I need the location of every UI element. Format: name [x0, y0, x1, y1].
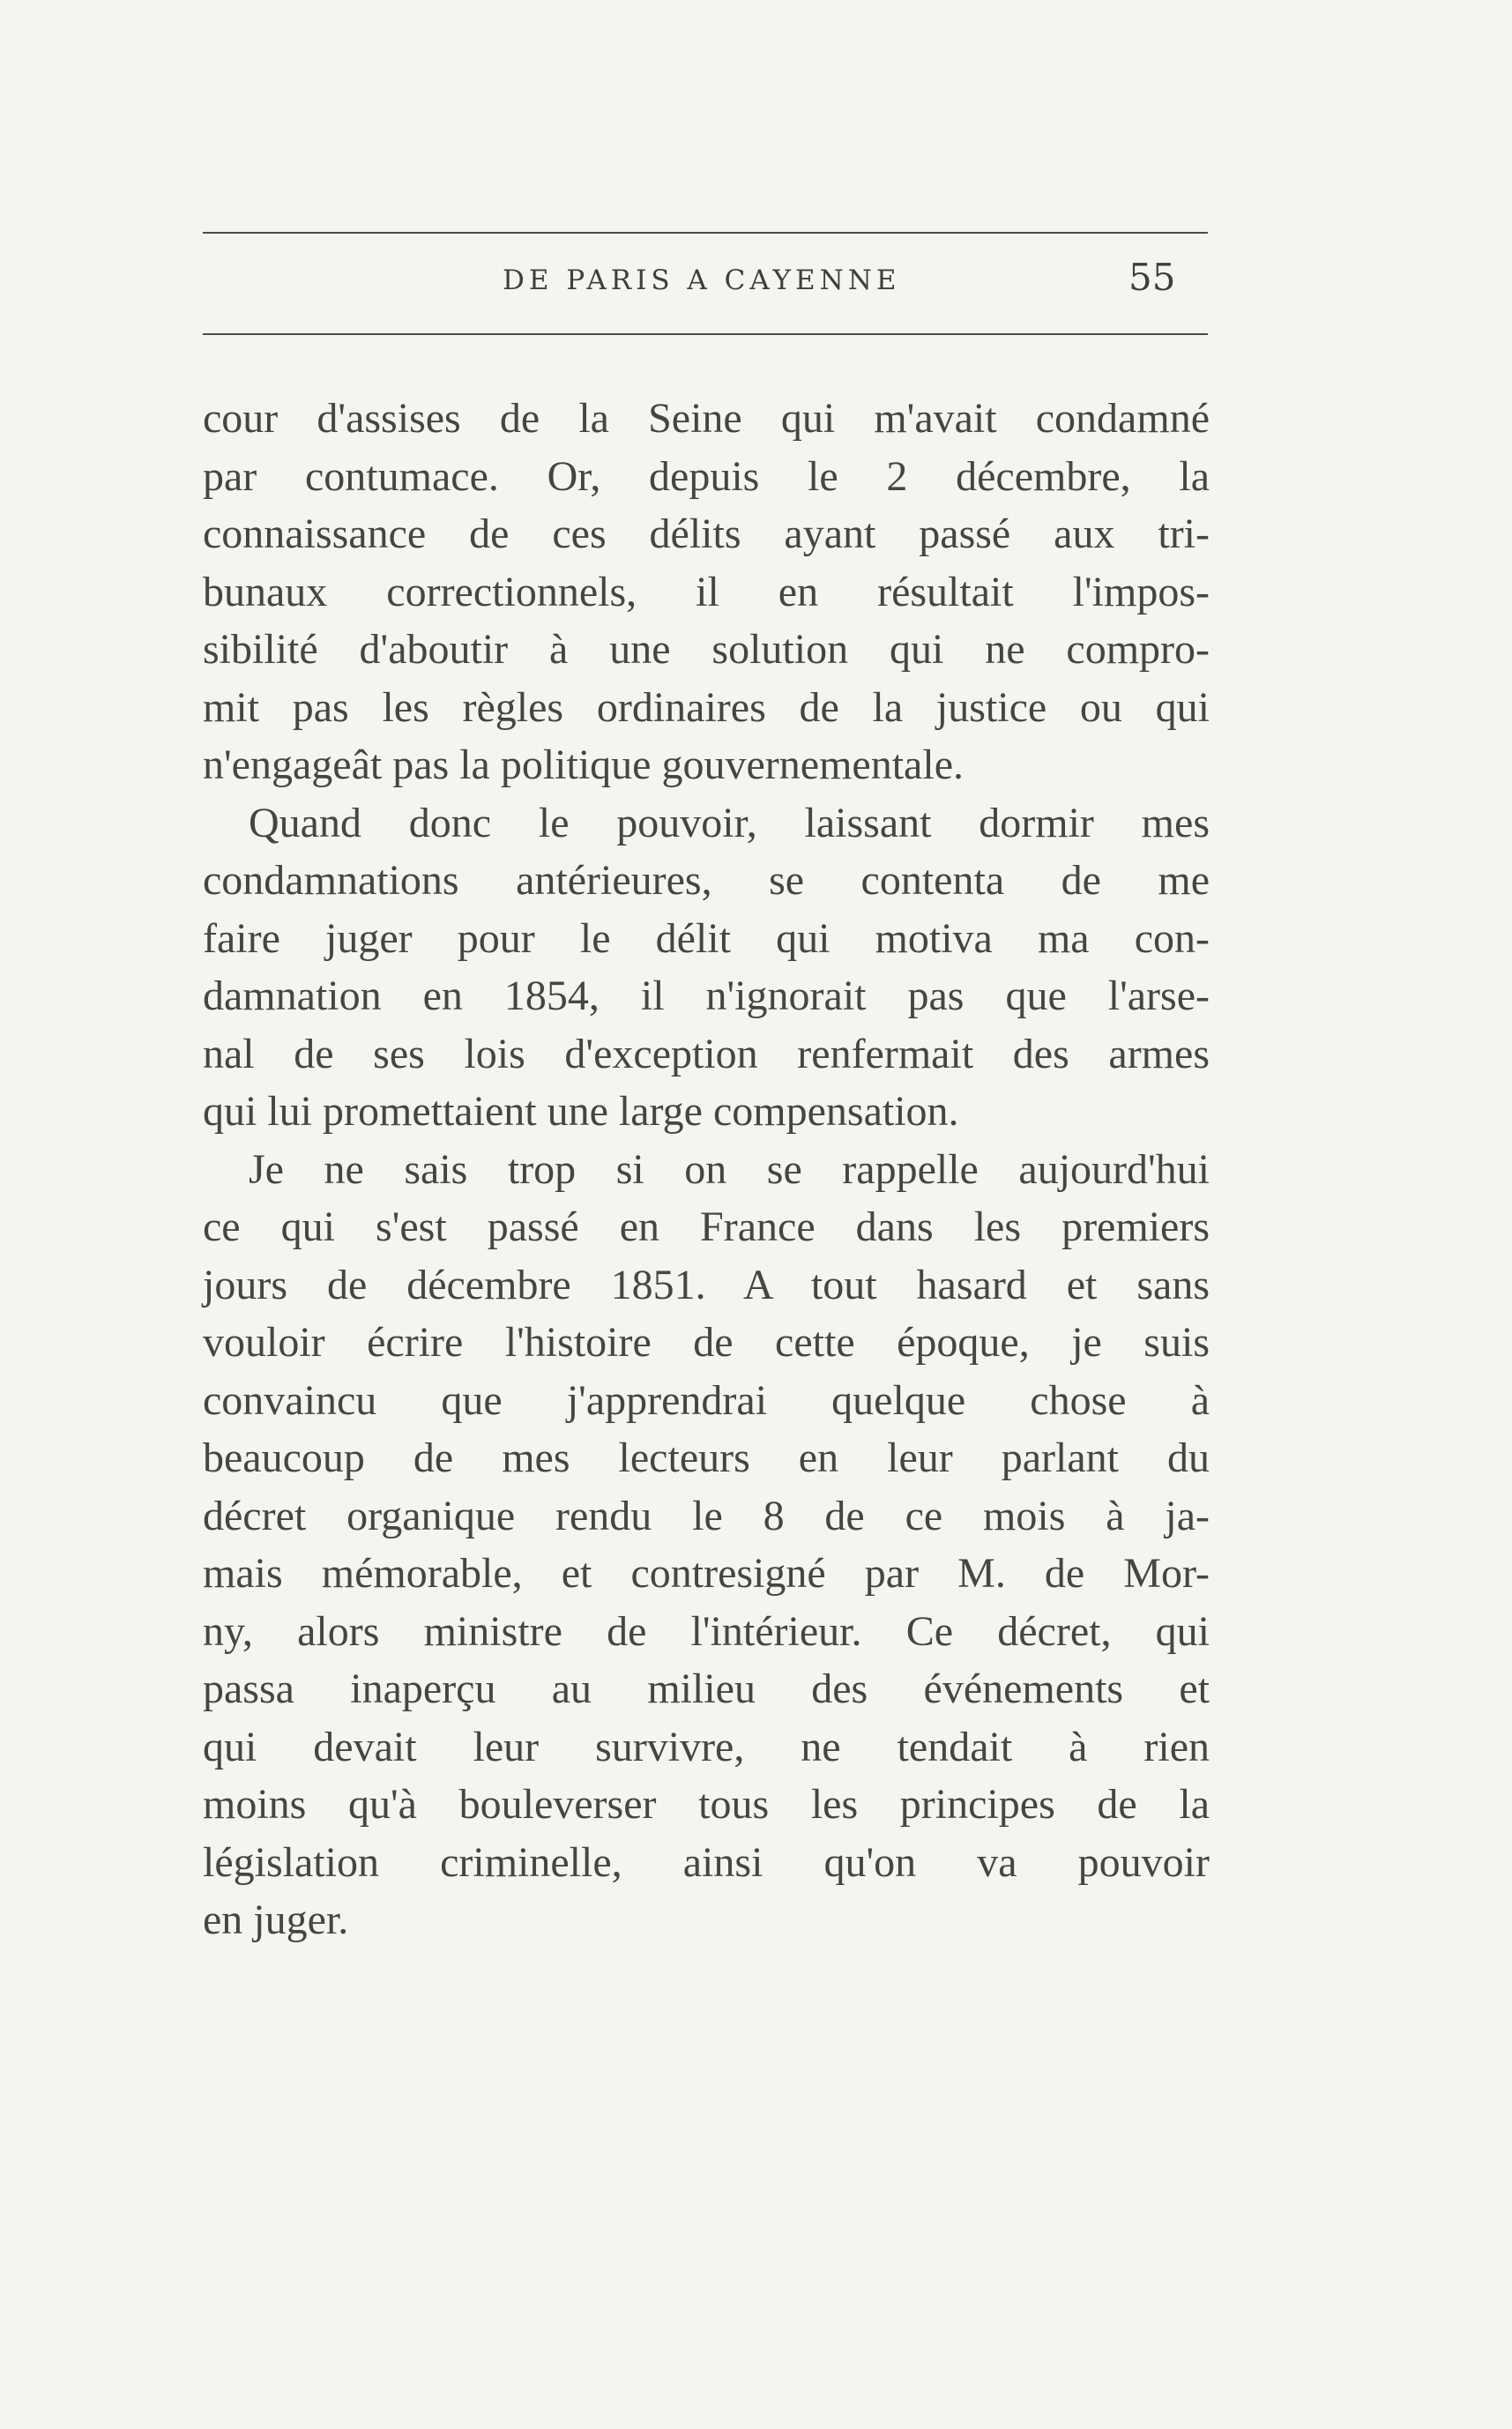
text-line: mais mémorable, et contresigné par M. de Mor- [203, 1550, 1210, 1597]
text-line: ce qui s'est passé en France dans les premiers [203, 1203, 1210, 1250]
text-line: connaissance de ces délits ayant passé aux tri- [203, 510, 1210, 557]
text-line: bunaux correctionnels, il en résultait l'impos- [203, 568, 1210, 615]
text-line: décret organique rendu le 8 de ce mois à ja- [203, 1492, 1210, 1539]
text-line: damnation en 1854, il n'ignorait pas que l'arse- [203, 972, 1210, 1019]
body-text [203, 390, 1210, 1949]
paragraph-first-line: Je ne sais trop si on se rappelle aujourd'hui [249, 1145, 1210, 1193]
text-line: législation criminelle, ainsi qu'on va pouvoir [203, 1838, 1210, 1886]
text-line: passa inaperçu au milieu des événements et [203, 1665, 1210, 1712]
header-rule-top [203, 232, 1208, 234]
text-line: ny, alors ministre de l'intérieur. Ce décret, qui [203, 1607, 1210, 1655]
text-line: convaincu que j'apprendrai quelque chose à [203, 1376, 1210, 1424]
text-line: nal de ses lois d'exception renfermait des armes [203, 1030, 1210, 1077]
text-line: condamnations antérieures, se contenta de me [203, 857, 1210, 904]
text-line: par contumace. Or, depuis le 2 décembre, la [203, 452, 1210, 500]
text-line: jours de décembre 1851. A tout hasard et sans [203, 1261, 1210, 1308]
text-line: qui devait leur survivre, ne tendait à rien [203, 1723, 1210, 1770]
text-line: moins qu'à bouleverser tous les principes de la [203, 1781, 1210, 1828]
text-line: vouloir écrire l'histoire de cette époque, je suis [203, 1319, 1210, 1366]
paragraph-first-line: Quand donc le pouvoir, laissant dormir mes [249, 799, 1210, 846]
text-line: sibilité d'aboutir à une solution qui ne compro- [203, 626, 1210, 673]
text-line: faire juger pour le délit qui motiva ma con- [203, 914, 1210, 962]
text-line: qui lui promettaient une large compensation. [203, 1088, 959, 1135]
page-number: 55 [1128, 256, 1176, 299]
text-line: mit pas les règles ordinaires de la justice ou qui [203, 683, 1210, 731]
text-line: beaucoup de mes lecteurs en leur parlant du [203, 1434, 1210, 1481]
text-line: cour d'assises de la Seine qui m'avait condamné [203, 395, 1210, 442]
text-line: n'engageât pas la politique gouvernementale. [203, 741, 964, 788]
text-line: en juger. [203, 1896, 349, 1943]
running-title: DE PARIS A CAYENNE [503, 265, 901, 296]
header-rule-bottom [203, 333, 1208, 335]
